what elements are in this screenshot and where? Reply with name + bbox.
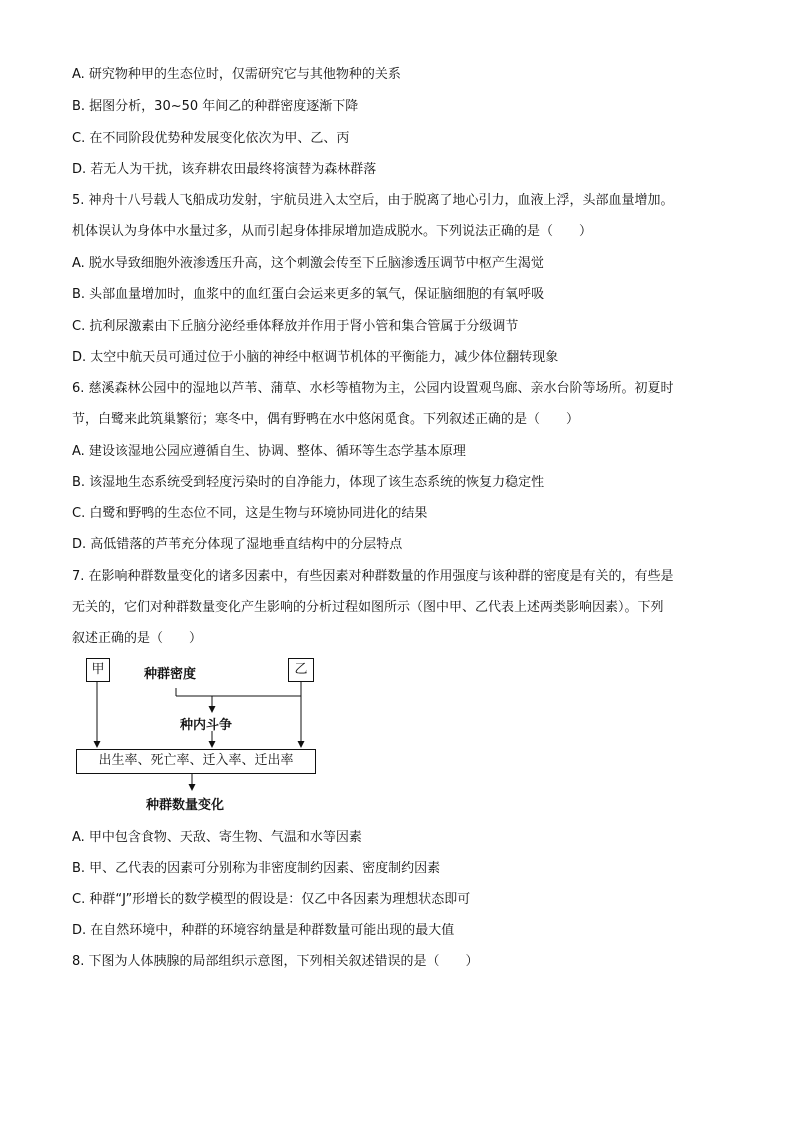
q7-option-a: A. 甲中包含食物、天敌、寄生物、气温和水等因素 (72, 830, 362, 845)
population-density-label: 种群密度 (144, 667, 197, 682)
q6-stem-line-1: 6. 慈溪森林公园中的湿地以芦苇、蒲草、水杉等植物为主，公园内设置观鸟廊、亲水台阶等场所。初夏时 (72, 381, 674, 396)
q5-option-c: C. 抗利尿激素由下丘脑分泌经垂体释放并作用于肾小管和集合管属于分级调节 (72, 319, 519, 334)
factor-jia-box: 甲 (86, 658, 110, 682)
q6-option-d: D. 高低错落的芦苇充分体现了湿地垂直结构中的分层特点 (72, 537, 403, 552)
q5-option-d: D. 太空中航天员可通过位于小脑的神经中枢调节机体的平衡能力，减少体位翻转现象 (72, 350, 559, 365)
q5-stem-line-1: 5. 神舟十八号载人飞船成功发射，宇航员进入太空后，由于脱离了地心引力，血液上浮，头部血量增加。 (72, 193, 674, 208)
q6-stem-line-2: 节，白鹭来此筑巢繁衍；寒冬中，偶有野鸭在水中悠闲觅食。下列叙述正确的是（ ） (72, 412, 580, 427)
q7-option-b: B. 甲、乙代表的因素可分别称为非密度制约因素、密度制约因素 (72, 861, 441, 876)
q6-option-b: B. 该湿地生态系统受到轻度污染时的自净能力，体现了该生态系统的恢复力稳定性 (72, 475, 545, 490)
q6-option-c: C. 白鹭和野鸭的生态位不同，这是生物与环境协同进化的结果 (72, 506, 428, 521)
q4-option-b: B. 据图分析，30~50 年间乙的种群密度逐渐下降 (72, 99, 359, 114)
q4-option-c: C. 在不同阶段优势种发展变化依次为甲、乙、丙 (72, 131, 350, 146)
q5-option-b: B. 头部血量增加时，血浆中的血红蛋白会运来更多的氧气，保证脑细胞的有氧呼吸 (72, 287, 545, 302)
population-factor-diagram (76, 654, 326, 814)
q5-option-a: A. 脱水导致细胞外液渗透压升高，这个刺激会传至下丘脑渗透压调节中枢产生渴觉 (72, 256, 544, 271)
q7-stem-line-1: 7. 在影响种群数量变化的诸多因素中，有些因素对种群数量的作用强度与该种群的密度是有关的，有些是 (72, 569, 674, 584)
q4-option-d: D. 若无人为干扰，该弃耕农田最终将演替为森林群落 (72, 162, 377, 177)
q7-option-d: D. 在自然环境中，种群的环境容纳量是种群数量可能出现的最大值 (72, 923, 455, 938)
q7-stem-line-3: 叙述正确的是（ ） (72, 631, 203, 646)
population-change-label: 种群数量变化 (146, 798, 225, 813)
q7-stem-line-2: 无关的，它们对种群数量变化产生影响的分析过程如图所示（图中甲、乙代表上述两类影响因素）。下列 (72, 600, 664, 615)
q5-stem-line-2: 机体误认为身体中水量过多，从而引起身体排尿增加造成脱水。下列说法正确的是（ ） (72, 224, 593, 239)
q6-option-a: A. 建设该湿地公园应遵循自生、协调、整体、循环等生态学基本原理 (72, 444, 466, 459)
q8-stem-line-1: 8. 下图为人体胰腺的局部组织示意图，下列相关叙述错误的是（ ） (72, 954, 479, 969)
intraspecific-competition-label: 种内斗争 (180, 718, 233, 733)
q4-option-a: A. 研究物种甲的生态位时，仅需研究它与其他物种的关系 (72, 67, 401, 82)
q7-option-c: C. 种群“J”形增长的数学模型的假设是：仅乙中各因素为理想状态即可 (72, 892, 471, 907)
rates-box: 出生率、死亡率、迁入率、迁出率 (76, 749, 316, 774)
factor-yi-box: 乙 (288, 658, 314, 682)
